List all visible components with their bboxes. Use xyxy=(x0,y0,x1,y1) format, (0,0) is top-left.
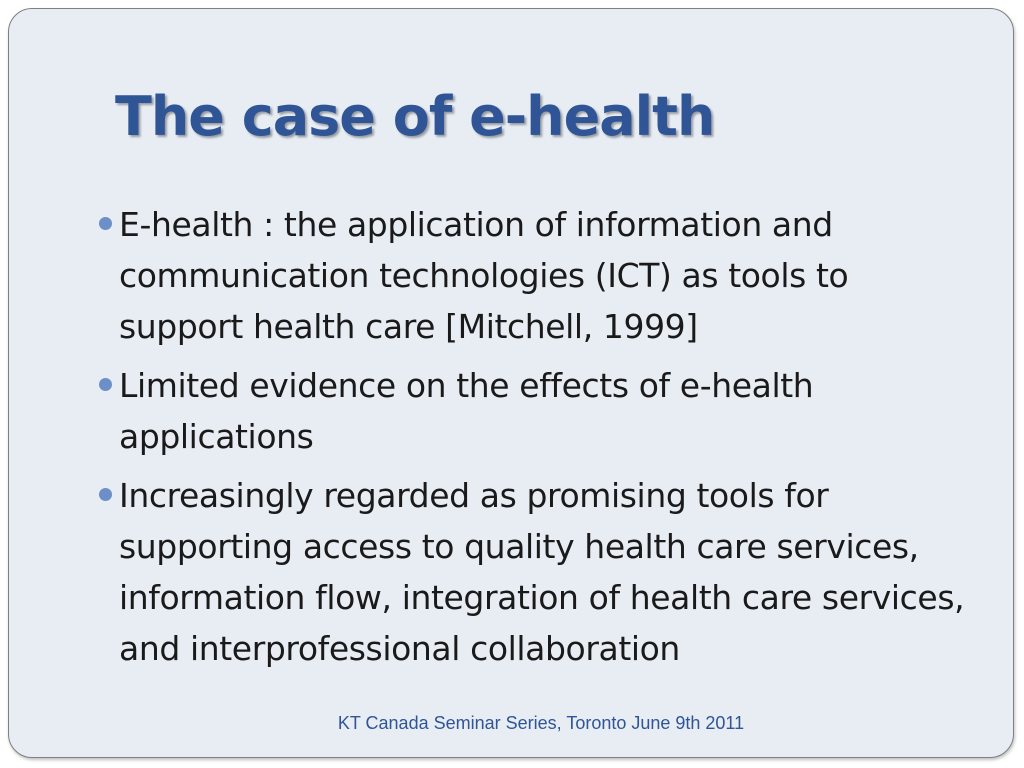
bullet-dot-icon xyxy=(99,378,112,391)
bullet-item xyxy=(93,360,973,462)
slide-footer: KT Canada Seminar Series, Toronto June 9th 2011 xyxy=(337,713,745,733)
bullet-text: Limited evidence on the effects of e-health applications xyxy=(119,366,814,456)
bullet-item xyxy=(93,470,973,674)
slide-title: The case of e-health xyxy=(115,85,715,148)
bullet-dot-icon xyxy=(99,488,112,501)
bullet-text: Increasingly regarded as promising tools for supporting access to quality health care services, information flow, integration of health care services, and interprofessional collaboration xyxy=(119,476,965,668)
bullet-dot-icon xyxy=(99,217,112,230)
bullet-list xyxy=(93,199,973,682)
bullet-item xyxy=(93,199,973,352)
slide xyxy=(8,8,1014,758)
bullet-text: E-health : the application of information and communication technologies (ICT) as tools to support health care [Mitchell, 1999] xyxy=(119,205,849,346)
